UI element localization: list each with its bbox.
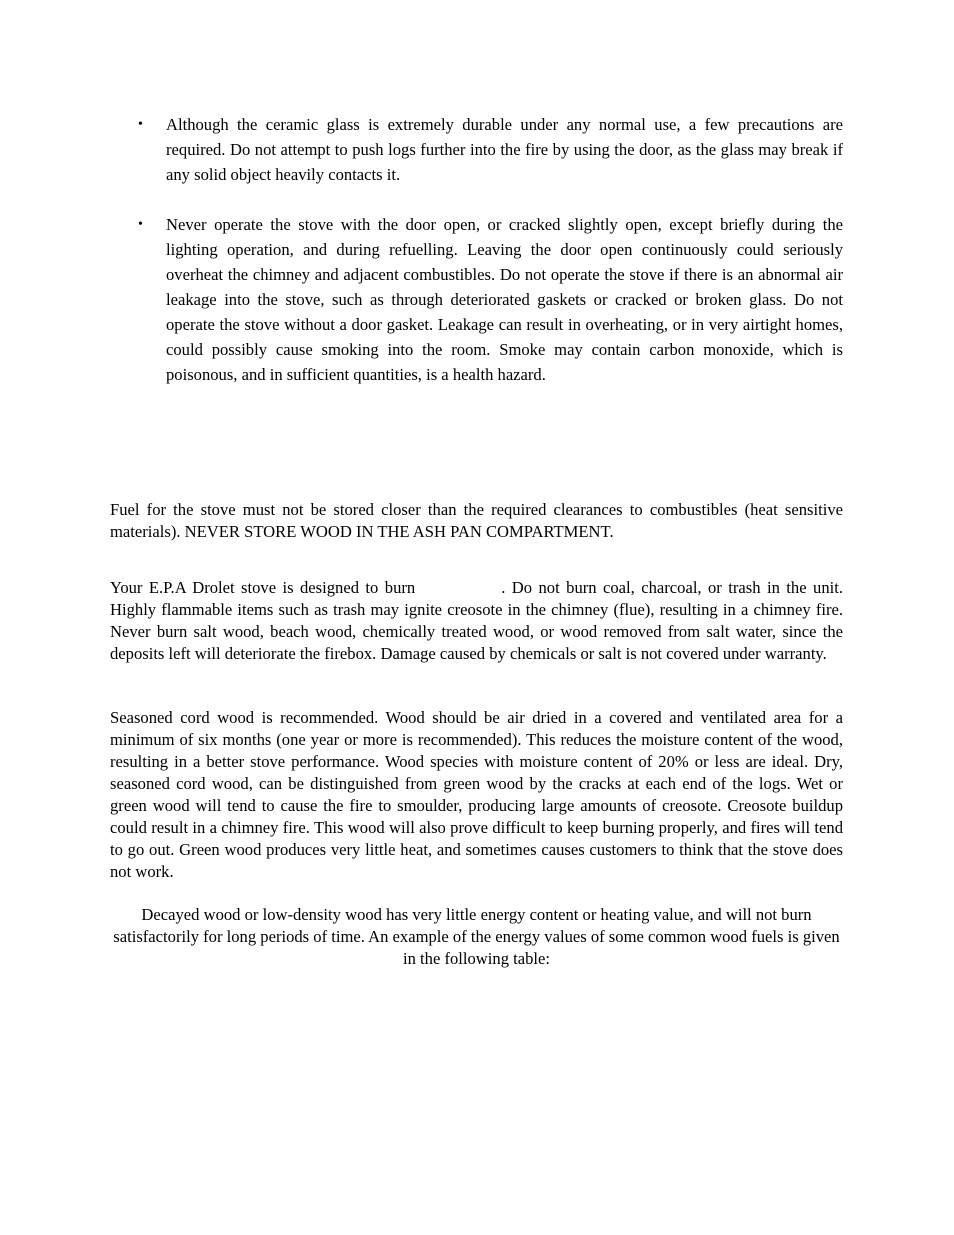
bullet-icon: • bbox=[138, 117, 143, 132]
bullet-text: Never operate the stove with the door open, or cracked slightly open, except briefly during the lighting operation, and during refuelling. Leaving the door open continuously could seriously overheat the chimney and adjacent combustibles. Do not operate the stove if there is an abnormal air leakage into the stove, such as through deteriorated gaskets or cracked or broken glass. Do not operate the stove without a door gasket. Leakage can result in overheating, or in very airtight homes, could possibly cause smoking into the room. Smoke may contain carbon monoxide, which is poisonous, and in sufficient quantities, is a health hazard. bbox=[166, 215, 843, 384]
paragraph-decayed-wood: Decayed wood or low-density wood has very little energy content or heating value, and will not burn satisfactorily for long periods of time. An example of the energy values of some common wood fuels is given in the following table: bbox=[113, 905, 840, 968]
bullet-text: Although the ceramic glass is extremely durable under any normal use, a few precautions are required. Do not attempt to push logs further into the fire by using the door, as the glass may break if any solid object heavily contacts it. bbox=[166, 115, 843, 184]
bullet-item-door-operation bbox=[138, 212, 843, 387]
bullet-item-ceramic-glass bbox=[138, 112, 843, 187]
designed-to-burn-text-after: . Do not burn coal, charcoal, or trash in the unit. Highly flammable items such as trash may ignite creosote in the chimney (flue), resulting in a chimney fire. Never burn salt wood, beach wood, chemically treated wood, or wood removed from salt water, since the deposits left will deteriorate the firebox. Damage caused by chemicals or salt is not covered under warranty. bbox=[110, 578, 843, 663]
paragraph-seasoned-wood: Seasoned cord wood is recommended. Wood should be air dried in a covered and ventilated area for a minimum of six months (one year or more is recommended). This reduces the moisture content of the wood, resulting in a better stove performance. Wood species with moisture content of 20% or less are ideal. Dry, seasoned cord wood, can be distinguished from green wood by the cracks at each end of the logs. Wet or green wood will tend to cause the fire to smoulder, producing large amounts of creosote. Creosote buildup could result in a chimney fire. This wood will also prove difficult to keep burning properly, and fires will tend to go out. Green wood produces very little heat, and sometimes causes customers to think that the stove does not work. bbox=[110, 708, 843, 881]
bullet-icon: • bbox=[138, 217, 143, 232]
designed-to-burn-text-before: Your E.P.A Drolet stove is designed to burn bbox=[110, 578, 416, 597]
paragraph-fuel-storage: Fuel for the stove must not be stored closer than the required clearances to combustibles (heat sensitive materials). NEVER STORE WOOD IN THE ASH PAN COMPARTMENT. bbox=[110, 500, 843, 541]
paragraph-designed-to-burn bbox=[110, 577, 843, 665]
